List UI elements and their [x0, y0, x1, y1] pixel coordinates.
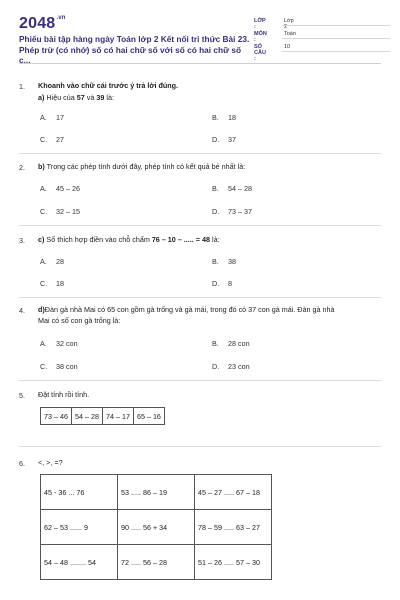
option-text: 8: [228, 279, 232, 288]
question-2-text: [38, 161, 245, 172]
calculation-table: [40, 407, 165, 425]
option-b[interactable]: [212, 113, 236, 122]
option-letter: B.: [212, 339, 219, 348]
option-letter: A.: [40, 257, 47, 266]
question-4-number: 4.: [19, 306, 25, 315]
question-3-text-before: Số thích hợp điền vào chỗ chấm: [46, 235, 152, 244]
question-4-text: [38, 304, 383, 326]
option-text: 18: [56, 279, 64, 288]
question-divider: [19, 446, 381, 447]
question-3-text-after: là:: [209, 235, 220, 244]
meta-class-label: LỚP :: [254, 18, 266, 30]
comparison-cell: 53 ..... 86 – 19: [118, 475, 195, 510]
question-1-text: [38, 92, 114, 103]
calculation-cell: 73 – 46: [41, 408, 72, 425]
option-text: 32 – 15: [56, 207, 80, 216]
option-a[interactable]: [40, 339, 78, 348]
table-row: [41, 545, 272, 580]
meta-divider: [282, 25, 390, 26]
option-text: 23 con: [228, 362, 250, 371]
option-a[interactable]: [40, 184, 80, 193]
title-line-1: Phiếu bài tập hàng ngày Toán lớp 2 Kết nối tri thức Bài 23.: [19, 34, 250, 44]
question-2-body: Trong các phép tính dưới đây, phép tính có kết quả bé nhất là:: [46, 162, 246, 171]
question-3-expression: 76 – 10 – ..... = 48: [151, 235, 210, 244]
comparison-cell: 78 – 59 ..... 63 – 27: [195, 510, 272, 545]
calculation-cell: 74 – 17: [102, 408, 133, 425]
comparison-cell: 54 – 48 ........ 54: [41, 545, 118, 580]
option-letter: B.: [212, 113, 219, 122]
comparison-table: [40, 474, 272, 580]
option-d[interactable]: [212, 135, 236, 144]
question-1-heading: Khoanh vào chữ cái trước ý trả lời đúng.: [38, 81, 179, 90]
question-divider: [19, 153, 381, 154]
question-3-prefix: c): [38, 235, 45, 244]
option-letter: A.: [40, 339, 47, 348]
option-b[interactable]: [212, 339, 250, 348]
table-row: [41, 510, 272, 545]
question-1-number: 1.: [19, 82, 25, 91]
logo-tld: .vn: [56, 15, 66, 21]
question-divider: [19, 297, 381, 298]
meta-count-value: 10: [284, 44, 291, 50]
option-letter: B.: [212, 257, 219, 266]
option-letter: C.: [40, 135, 48, 144]
meta-count-label: SỐ CÂU :: [254, 44, 266, 62]
option-b[interactable]: [212, 184, 252, 193]
option-letter: D.: [212, 279, 220, 288]
question-4-line-2: Mai có số con gà trống là:: [38, 316, 121, 325]
calculation-cell: 65 – 16: [133, 408, 164, 425]
title-line-2: Phép trừ (có nhớ) số có hai chữ số với số có hai chữ số c...: [19, 44, 242, 65]
question-1-number-a: 57: [76, 93, 85, 102]
question-1-prefix: a): [38, 93, 45, 102]
comparison-cell: 62 – 53 ...... 9: [41, 510, 118, 545]
option-text: 37: [228, 135, 236, 144]
meta-subject-label: MÔN :: [254, 31, 267, 43]
option-letter: C.: [40, 279, 48, 288]
meta-subject-value: Toán: [284, 31, 296, 37]
option-text: 32 con: [56, 339, 78, 348]
option-text: 73 – 37: [228, 207, 252, 216]
question-divider: [19, 225, 381, 226]
question-2-prefix: b): [38, 162, 45, 171]
option-a[interactable]: [40, 257, 64, 266]
question-1-text-after: là:: [104, 93, 114, 102]
option-b[interactable]: [212, 257, 236, 266]
question-6-text: <, >, =?: [38, 458, 63, 467]
question-2-number: 2.: [19, 163, 25, 172]
question-1-text-before: Hiệu của: [46, 93, 77, 102]
site-logo[interactable]: [19, 15, 66, 33]
option-text: 54 – 28: [228, 184, 252, 193]
worksheet-title: [19, 34, 251, 66]
question-3-text: [38, 234, 220, 245]
option-c[interactable]: [40, 362, 78, 371]
option-letter: D.: [212, 207, 220, 216]
option-letter: B.: [212, 184, 219, 193]
option-d[interactable]: [212, 207, 252, 216]
question-divider: [19, 380, 381, 381]
question-5-text: Đặt tính rồi tính.: [38, 390, 90, 399]
option-letter: A.: [40, 184, 47, 193]
option-letter: C.: [40, 207, 48, 216]
question-4-line-1: Đàn gà nhà Mai có 65 con gồm gà trống và gà mái, trong đó có 37 con gà mái. Đàn gà nhà: [44, 305, 335, 314]
option-d[interactable]: [212, 279, 232, 288]
option-letter: D.: [212, 362, 220, 371]
option-c[interactable]: [40, 207, 80, 216]
option-text: 45 – 26: [56, 184, 80, 193]
option-letter: A.: [40, 113, 47, 122]
comparison-cell: 72 ..... 56 – 28: [118, 545, 195, 580]
option-text: 28 con: [228, 339, 250, 348]
comparison-cell: 45 - 36 ... 76: [41, 475, 118, 510]
option-text: 38: [228, 257, 236, 266]
option-d[interactable]: [212, 362, 250, 371]
option-text: 38 con: [56, 362, 78, 371]
question-6-number: 6.: [19, 459, 25, 468]
option-text: 27: [56, 135, 64, 144]
comparison-cell: 45 – 27 ..... 67 – 18: [195, 475, 272, 510]
option-text: 18: [228, 113, 236, 122]
comparison-cell: 90 ..... 56 + 34: [118, 510, 195, 545]
option-a[interactable]: [40, 113, 64, 122]
meta-divider: [282, 51, 390, 52]
question-4-prefix: d): [38, 305, 45, 314]
meta-divider: [282, 38, 390, 39]
calculation-cell: 54 – 28: [71, 408, 102, 425]
option-letter: C.: [40, 362, 48, 371]
option-text: 17: [56, 113, 64, 122]
question-1-number-b: 39: [96, 93, 105, 102]
question-1-text-mid: và: [84, 93, 97, 102]
header-divider: [19, 63, 381, 64]
comparison-cell: 51 – 26 ..... 57 – 30: [195, 545, 272, 580]
option-c[interactable]: [40, 135, 64, 144]
question-5-number: 5.: [19, 391, 25, 400]
option-letter: D.: [212, 135, 220, 144]
option-c[interactable]: [40, 279, 64, 288]
meta-class-value: Lớp 2: [284, 18, 294, 30]
option-text: 28: [56, 257, 64, 266]
logo-text: 2048: [19, 15, 56, 32]
table-row: [41, 475, 272, 510]
question-3-number: 3.: [19, 236, 25, 245]
